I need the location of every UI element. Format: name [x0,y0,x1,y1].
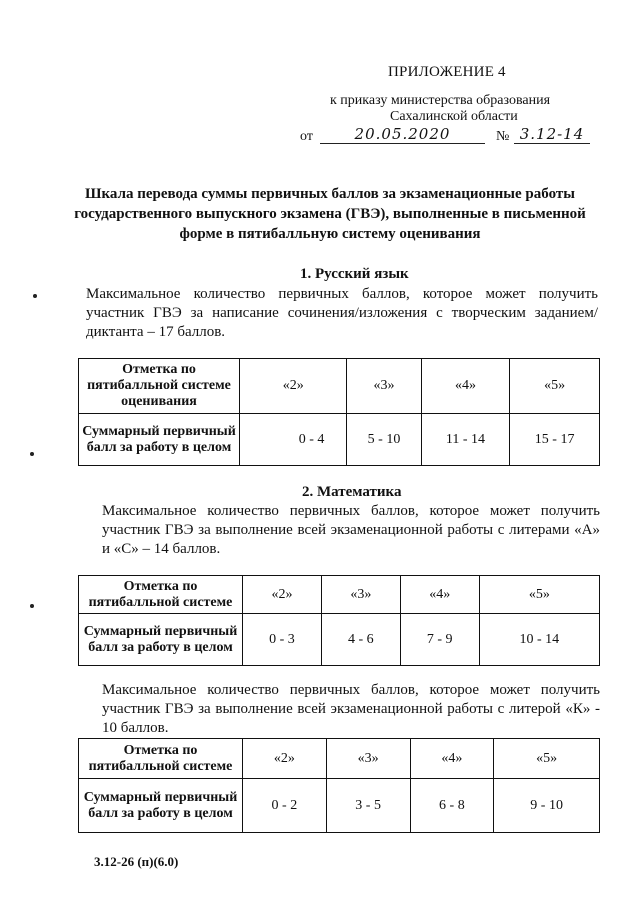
grade-cell: «5» [494,739,600,779]
range-cell: 3 - 5 [326,779,410,833]
grade-row-label: Отметка по пятибалльной системе оценивания [79,359,240,414]
grade-cell: «5» [510,359,600,414]
range-cell: 10 - 14 [479,614,599,666]
range-cell: 4 - 6 [321,614,400,666]
score-table-math-ac [78,575,600,666]
region-name: Сахалинской области [390,109,518,124]
score-table-russian [78,358,600,466]
range-cell: 11 - 14 [421,414,510,466]
range-cell: 15 - 17 [510,414,600,466]
score-row-label: Суммарный первичный балл за работу в целом [79,614,243,666]
appendix-label: ПРИЛОЖЕНИЕ 4 [388,64,506,80]
grade-row-label: Отметка по пятибалльной системе [79,576,243,614]
table-row [79,779,600,833]
paragraph-math-max-k: Максимальное количество первичных баллов, которое может получить участник ГВЭ за выполнение всей экзаменационной работы с литерой «К» - 10 баллов. [102,682,600,736]
scan-mark [30,604,34,608]
grade-cell: «3» [321,576,400,614]
range-cell: 6 - 8 [410,779,494,833]
range-cell: 7 - 9 [400,614,479,666]
scan-mark [33,294,37,298]
table-row [79,414,600,466]
number-label: № [496,129,510,144]
range-cell: 5 - 10 [347,414,421,466]
document-title: Шкала перевода суммы первичных баллов за экзаменационные работы государственного выпускного экзамена (ГВЭ), выполненные в письменной форме в пятибалльную систему оценивания [74,186,586,242]
section-heading-russian: 1. Русский язык [300,266,409,282]
grade-row-label: Отметка по пятибалльной системе [79,739,243,779]
range-cell: 9 - 10 [494,779,600,833]
paragraph-math-max-ac: Максимальное количество первичных баллов, которое может получить участник ГВЭ за выполнение всей экзаменационной работы с литерами «А» и «С» – 14 баллов. [102,503,600,557]
order-reference: к приказу министерства образования [330,93,551,108]
date-label: от [300,129,313,144]
grade-cell: «2» [240,359,347,414]
order-date-handwritten: 20.05.2020 [320,125,485,144]
grade-cell: «2» [243,739,327,779]
scan-mark [30,452,34,456]
paragraph-russian-max: Максимальное количество первичных баллов, которое может получить участник ГВЭ за написание сочинения/изложения с творческим заданием/диктанта – 17 баллов. [86,286,598,340]
table-row [79,576,600,614]
grade-cell: «3» [326,739,410,779]
grade-cell: «2» [243,576,322,614]
table-row [79,739,600,779]
score-table-math-k [78,738,600,833]
range-cell: 0 - 3 [243,614,322,666]
range-cell: 0 - 2 [243,779,327,833]
section-heading-math: 2. Математика [302,484,402,500]
grade-cell: «5» [479,576,599,614]
score-row-label: Суммарный первичный балл за работу в целом [79,779,243,833]
document-code: 3.12-26 (п)(6.0) [94,854,179,869]
grade-cell: «4» [400,576,479,614]
grade-cell: «4» [421,359,510,414]
grade-cell: «3» [347,359,421,414]
grade-cell: «4» [410,739,494,779]
table-row [79,359,600,414]
score-row-label: Суммарный первичный балл за работу в целом [79,414,240,466]
table-row [79,614,600,666]
range-cell: 0 - 4 [240,414,347,466]
order-number-handwritten: 3.12-14 [514,125,590,144]
